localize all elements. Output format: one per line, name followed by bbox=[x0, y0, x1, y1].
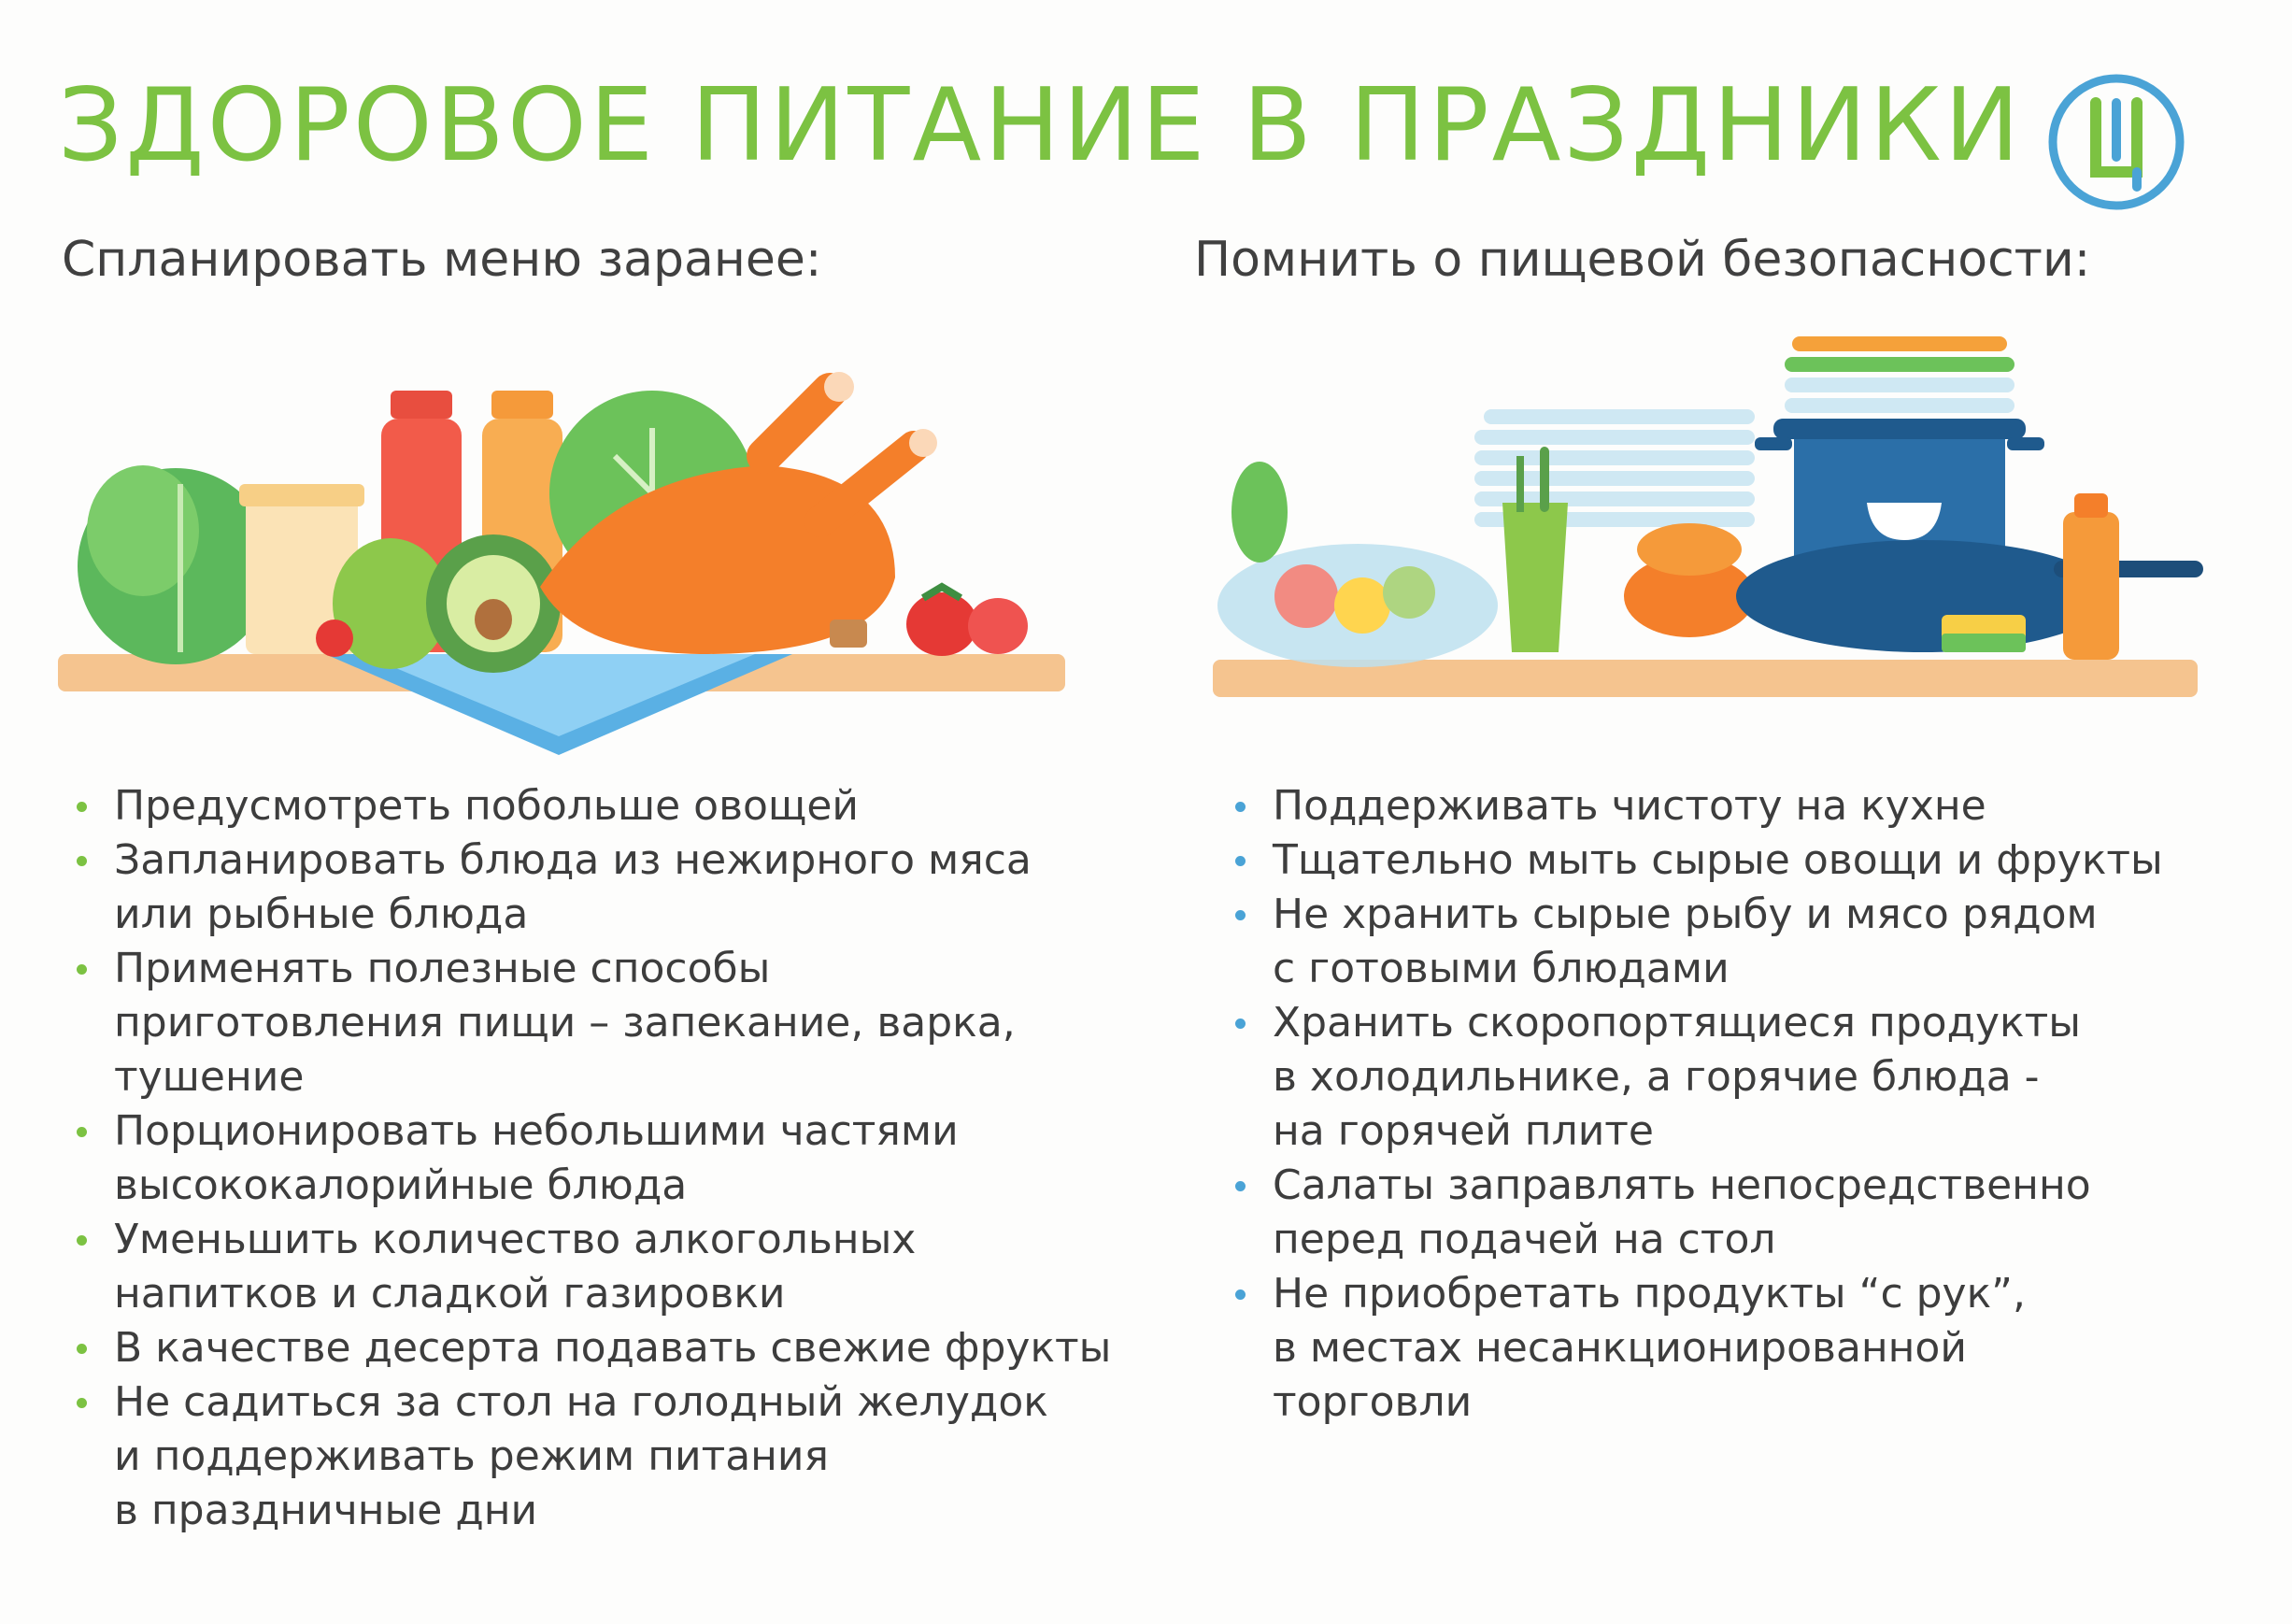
bullet-item bbox=[1220, 888, 2267, 996]
left-bullet-list bbox=[62, 779, 1146, 1538]
bullet-dot-icon bbox=[77, 1235, 87, 1246]
bullet-dot-icon bbox=[77, 856, 87, 866]
right-heading: Помнить о пищевой безопасности: bbox=[1194, 232, 2091, 288]
bullet-dot-icon bbox=[1235, 856, 1246, 866]
bullet-line: в местах несанкционированной bbox=[1273, 1324, 1967, 1372]
food-illustration bbox=[54, 353, 1073, 764]
bullet-line: с готовыми блюдами bbox=[1273, 945, 1730, 992]
bullet-line: Не хранить сырые рыбу и мясо рядом bbox=[1273, 890, 2098, 938]
bullet-line: Тщательно мыть сырые овощи и фрукты bbox=[1273, 836, 2163, 884]
bullet-line: торговли bbox=[1273, 1378, 1473, 1426]
bullet-dot-icon bbox=[77, 1398, 87, 1408]
bullet-item bbox=[1220, 1159, 2267, 1267]
bullet-dot-icon bbox=[1235, 1289, 1246, 1300]
bullet-line: Запланировать блюда из нежирного мяса bbox=[114, 836, 1032, 884]
bullet-item bbox=[62, 1375, 1146, 1538]
bullet-dot-icon bbox=[1235, 910, 1246, 920]
bullet-dot-icon bbox=[77, 964, 87, 975]
bullet-line: Предусмотреть побольше овощей bbox=[114, 782, 860, 830]
bullet-line: Хранить скоропортящиеся продукты bbox=[1273, 999, 2081, 1047]
bullet-line: приготовления пищи – запекание, варка, bbox=[114, 999, 1016, 1047]
bullet-dot-icon bbox=[77, 802, 87, 812]
bullet-line: Применять полезные способы bbox=[114, 945, 771, 992]
kitchenware-illustration bbox=[1213, 316, 2209, 708]
right-bullet-list bbox=[1220, 779, 2267, 1430]
bullet-line: В качестве десерта подавать свежие фрукты bbox=[114, 1324, 1112, 1372]
bullet-item bbox=[62, 1213, 1146, 1321]
bullet-dot-icon bbox=[77, 1127, 87, 1137]
bullet-line: или рыбные блюда bbox=[114, 890, 529, 938]
left-heading: Спланировать меню заранее: bbox=[62, 232, 822, 288]
bullet-line: перед подачей на стол bbox=[1273, 1216, 1776, 1263]
bullet-item bbox=[62, 1321, 1146, 1375]
bullet-line: в холодильнике, а горячие блюда - bbox=[1273, 1053, 2040, 1101]
bullet-line: в праздничные дни bbox=[114, 1487, 538, 1534]
bullet-dot-icon bbox=[1235, 802, 1246, 812]
bullet-line: Уменьшить количество алкогольных bbox=[114, 1216, 917, 1263]
bullet-item bbox=[1220, 996, 2267, 1159]
bullet-item bbox=[62, 942, 1146, 1104]
bullet-item bbox=[62, 833, 1146, 942]
bullet-line: Порционировать небольшими частями bbox=[114, 1107, 959, 1155]
bullet-item bbox=[1220, 1267, 2267, 1430]
bullet-line: Салаты заправлять непосредственно bbox=[1273, 1161, 2091, 1209]
bullet-line: Не садиться за стол на голодный желудок bbox=[114, 1378, 1048, 1426]
bullet-dot-icon bbox=[1235, 1019, 1246, 1029]
bullet-item bbox=[62, 779, 1146, 833]
bullet-item bbox=[62, 1104, 1146, 1213]
center-c-logo-icon bbox=[2042, 67, 2191, 217]
bullet-item bbox=[1220, 833, 2267, 888]
bullet-item bbox=[1220, 779, 2267, 833]
bullet-line: и поддерживать режим питания bbox=[114, 1432, 829, 1480]
bullet-dot-icon bbox=[1235, 1181, 1246, 1191]
bullet-line: на горячей плите bbox=[1273, 1107, 1654, 1155]
bullet-line: Не приобретать продукты “с рук”, bbox=[1273, 1270, 2026, 1318]
bullet-line: высококалорийные блюда bbox=[114, 1161, 688, 1209]
bullet-dot-icon bbox=[77, 1344, 87, 1354]
bullet-line: напитков и сладкой газировки bbox=[114, 1270, 786, 1318]
bullet-line: Поддерживать чистоту на кухне bbox=[1273, 782, 1986, 830]
bullet-line: тушение bbox=[114, 1053, 305, 1101]
page-title: ЗДОРОВОЕ ПИТАНИЕ В ПРАЗДНИКИ bbox=[58, 67, 2023, 184]
